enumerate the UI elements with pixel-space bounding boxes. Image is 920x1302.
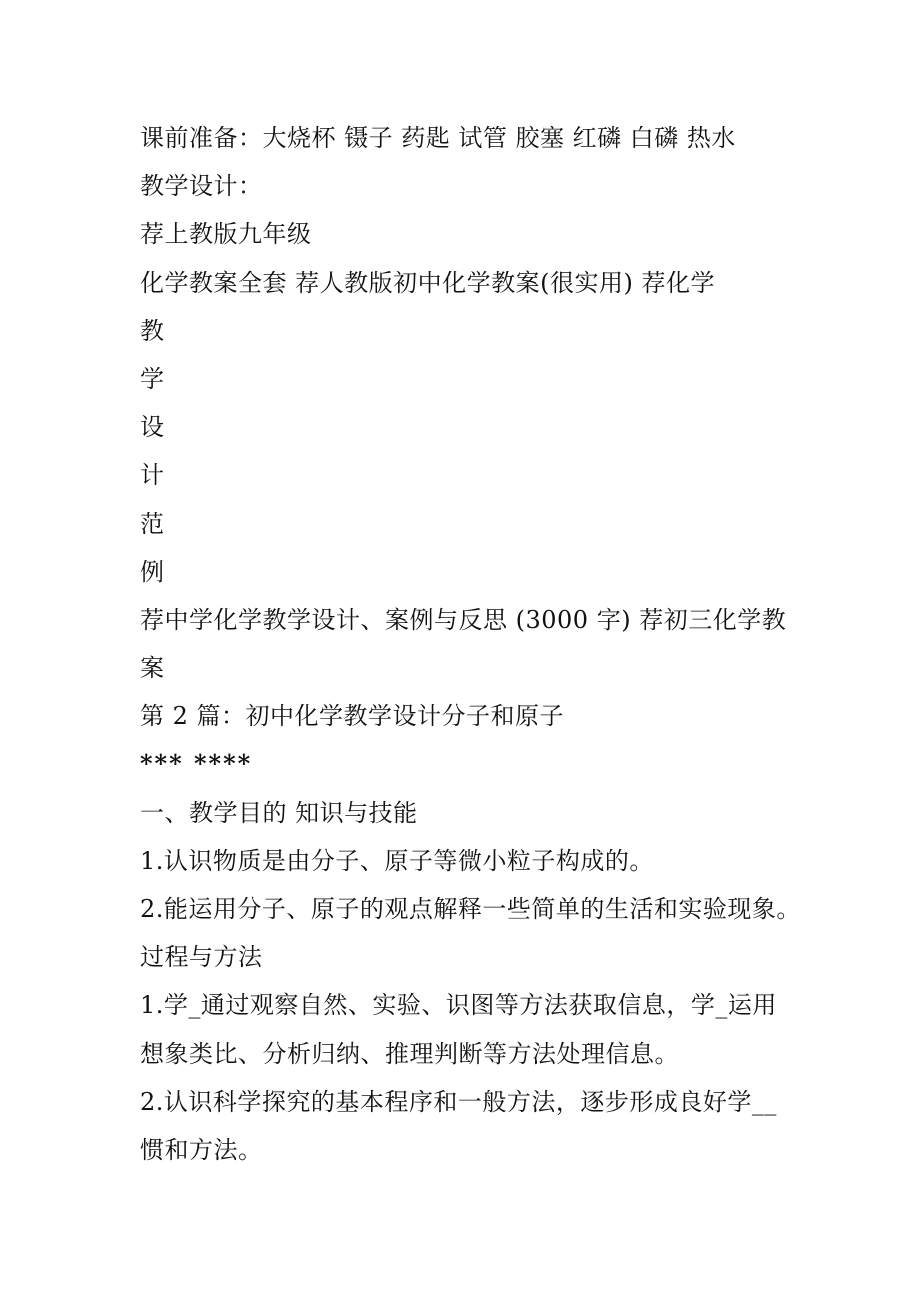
objective-item: 1.学_通过观察自然、实验、识图等方法获取信息，学_运用 [140,991,777,1020]
recommend-line: 荐中学化学教学设计、案例与反思 (3000 字) 荐初三化学教 [140,605,787,634]
vertical-char: 范 [140,509,165,538]
vertical-char: 例 [140,557,165,586]
objective-item: 2.认识科学探究的基本程序和一般方法，逐步形成良好学__ [140,1087,777,1116]
document-body [140,114,801,1174]
vertical-char: 学 [140,364,165,393]
recommend-line: 化学教案全套 荐人教版初中化学教案(很实用) 荐化学 [140,268,715,297]
separator-stars: *** **** [140,749,253,779]
subheading: 过程与方法 [140,943,263,972]
vertical-char: 计 [140,461,165,490]
objective-item: 惯和方法。 [140,1135,263,1164]
recommend-line: 案 [140,654,165,683]
objective-item: 想象类比、分析归纳、推理判断等方法处理信息。 [140,1039,679,1068]
teaching-design-label: 教学设计： [140,172,263,201]
objective-item: 1.认识物质是由分子、原子等微小粒子构成的。 [140,846,654,875]
vertical-char: 教 [140,316,165,345]
objective-item: 2.能运用分子、原子的观点解释一些简单的生活和实验现象。 [140,895,801,923]
prep-materials-line: 课前准备：大烧杯 镊子 药匙 试管 胶塞 红磷 白磷 热水 [140,124,736,152]
recommend-line: 荐上教版九年级 [140,220,312,249]
vertical-char: 设 [140,413,165,442]
objectives-heading: 一、教学目的 知识与技能 [140,798,418,827]
section-heading: 第 2 篇：初中化学教学设计分子和原子 [140,702,565,731]
